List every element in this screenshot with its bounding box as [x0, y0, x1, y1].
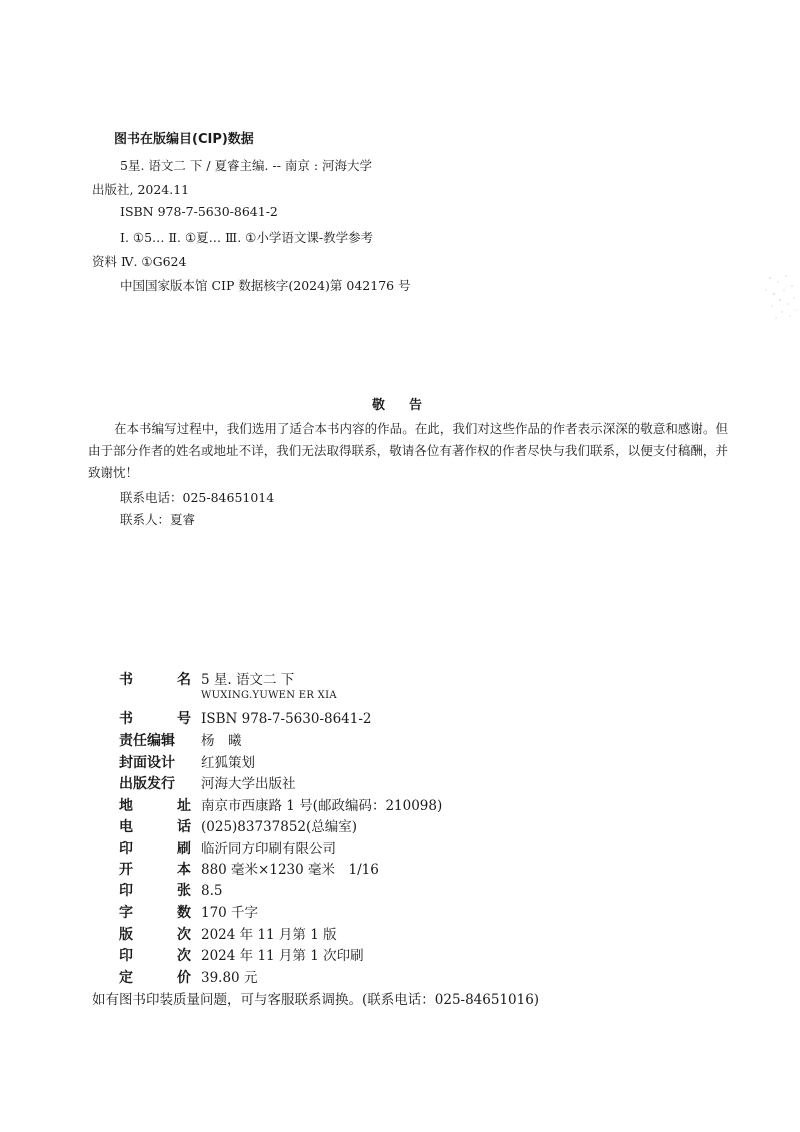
- cip-classification: Ⅰ. ①5… Ⅱ. ①夏… Ⅲ. ①小学语文课-教学参考: [120, 230, 374, 245]
- colophon-value: 39.80 元: [201, 969, 258, 986]
- book-name-pinyin: WUXING.YUWEN ER XIA: [201, 689, 337, 701]
- colophon-value: 8.5: [201, 882, 223, 899]
- colophon-value: ISBN 978-7-5630-8641-2: [201, 710, 372, 727]
- cip-record-number: 中国国家版本馆 CIP 数据核字(2024)第 042176 号: [120, 278, 411, 293]
- colophon-value: 170 千字: [201, 905, 259, 921]
- colophon-value: 临沂同方印刷有限公司: [201, 840, 336, 857]
- cip-isbn: ISBN 978-7-5630-8641-2: [120, 204, 278, 219]
- colophon-row: [119, 794, 442, 816]
- colophon-value: 红狐策划: [201, 754, 255, 771]
- colophon-value: 2024 年 11 月第 1 版: [201, 926, 337, 943]
- colophon-value: 880 毫米×1230 毫米 1/16: [201, 862, 379, 878]
- colophon: [119, 668, 442, 987]
- colophon-row: [119, 837, 442, 859]
- colophon-label: 开 本: [119, 862, 191, 878]
- notice-body: 在本书编写过程中，我们选用了适合本书内容的作品。在此，我们对这些作品的作者表示深深的敬意和感谢。但由于部分作者的姓名或地址不详，我们无法取得联系，敬请各位有著作权的作者尽快与我们联系，以便支付稿酬，并致谢忱！: [88, 421, 728, 480]
- colophon-row: [119, 966, 442, 988]
- notice-phone: 联系电话：025-84651014: [120, 490, 275, 505]
- colophon-value: 南京市西康路 1 号(邮政编码：210098): [201, 797, 443, 814]
- colophon-value: 2024 年 11 月第 1 次印刷: [201, 948, 364, 964]
- colophon-label: 出版发行: [119, 776, 175, 792]
- colophon-label: 印 刷: [119, 840, 191, 857]
- colophon-label: 版 次: [119, 926, 191, 943]
- cip-line: 资料 Ⅳ. ①G624: [92, 254, 187, 269]
- colophon-row: [119, 880, 442, 902]
- colophon-label: 责任编辑: [119, 733, 175, 749]
- colophon-row: [119, 901, 442, 923]
- colophon-row-book-name: [119, 668, 442, 690]
- colophon-value: (025)83737852(总编室): [201, 819, 358, 835]
- colophon-label: 字 数: [119, 905, 191, 921]
- colophon-label: 印 张: [119, 882, 191, 899]
- colophon-label: 封面设计: [119, 754, 175, 771]
- colophon-rows: [119, 708, 442, 988]
- cip-line: 出版社, 2024.11: [92, 182, 190, 197]
- footer-note: 如有图书印装质量问题，可与客服联系调换。(联系电话：025-84651016): [92, 992, 540, 1008]
- cip-line: 5星. 语文二 下 / 夏睿主编. -- 南京 : 河海大学: [120, 158, 373, 173]
- notice-contact-person: 联系人：夏睿: [120, 512, 196, 527]
- colophon-value: 河海大学出版社: [201, 776, 296, 792]
- colophon-row: [119, 751, 442, 773]
- cip-title: 图书在版编目(CIP)数据: [114, 132, 254, 147]
- colophon-row: [119, 729, 442, 751]
- colophon-label: 电 话: [119, 819, 191, 835]
- colophon-row: [119, 772, 442, 794]
- colophon-label: 定 价: [119, 969, 191, 986]
- notice-title: 敬告: [372, 398, 447, 413]
- colophon-label: 地 址: [119, 797, 191, 814]
- colophon-row: [119, 923, 442, 945]
- book-name-value: 5 星. 语文二 下: [201, 672, 295, 688]
- colophon-label: 印 次: [119, 948, 191, 964]
- scan-speckle: [760, 268, 800, 330]
- colophon-row-pinyin: [119, 690, 442, 708]
- colophon-row: [119, 944, 442, 966]
- colophon-label: 书 号: [119, 710, 191, 727]
- colophon-value: 杨 曦: [201, 733, 242, 749]
- colophon-label: 书 名: [119, 672, 191, 688]
- colophon-row: [119, 858, 442, 880]
- colophon-row: [119, 708, 442, 730]
- colophon-row: [119, 815, 442, 837]
